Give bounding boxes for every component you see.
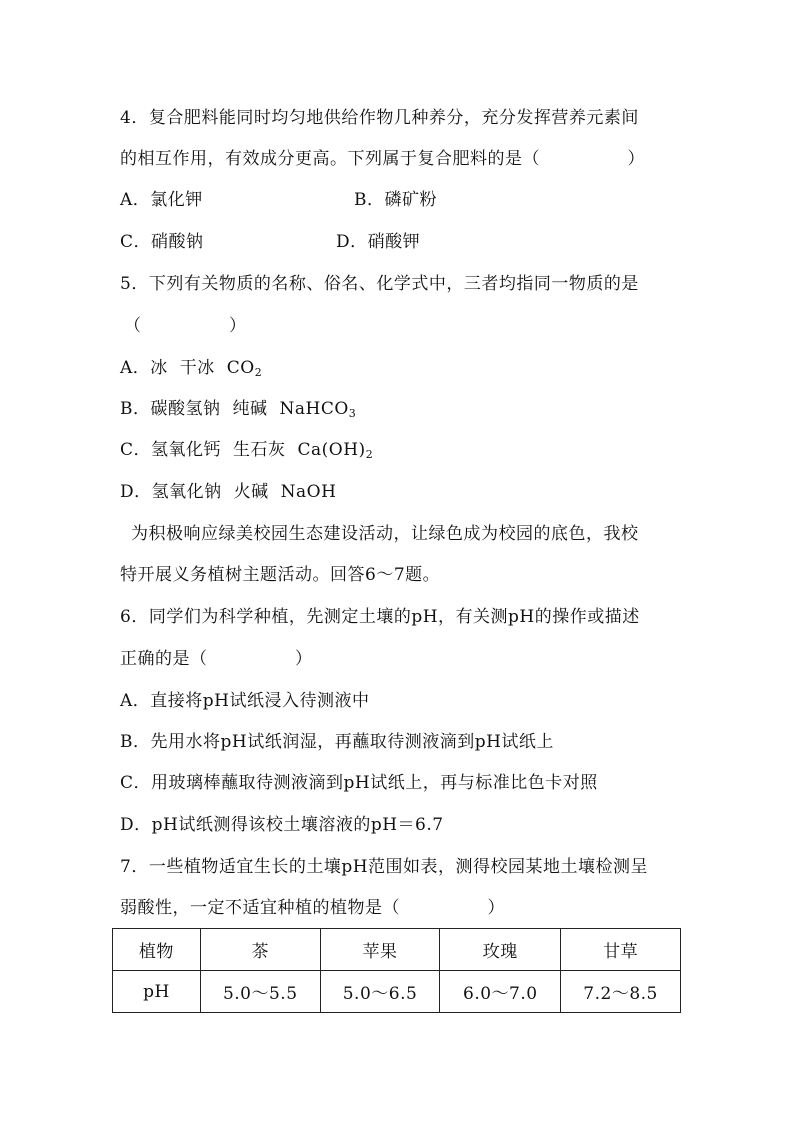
q7-stem-line2: 弱酸性，一定不适宜种植的植物是（ ） [120, 898, 505, 918]
q5-option-b-common: 纯碱 [232, 399, 268, 419]
q5-option-d-name: D．氢氧化钠 [120, 482, 222, 502]
q6-option-b: B．先用水将pH试纸润湿，再蘸取待测液滴到pH试纸上 [120, 732, 554, 752]
q5-option-a [120, 356, 262, 380]
q6-option-d: D．pH试纸测得该校土壤溶液的pH＝6.7 [120, 815, 444, 835]
table-header-row [113, 929, 681, 971]
table-cell: 7.2～8.5 [561, 971, 681, 1013]
q5-option-c [120, 438, 373, 462]
q5-option-c-name: C．氢氧化钙 [120, 440, 222, 460]
q6-stem-line2: 正确的是（ ） [120, 649, 313, 669]
table-header-cell: 植物 [113, 929, 201, 971]
q5-option-b-formula-sub: 3 [348, 407, 357, 420]
q6-option-a: A．直接将pH试纸浸入待测液中 [120, 691, 370, 711]
table-cell: 5.0～5.5 [200, 971, 320, 1013]
table-header-cell: 玫瑰 [440, 929, 561, 971]
table-header-cell: 茶 [200, 929, 320, 971]
q5-option-b [120, 397, 356, 421]
table-header-cell: 甘草 [561, 929, 681, 971]
q5-option-a-name: A．冰 [120, 358, 168, 378]
q5-option-d [120, 480, 336, 504]
q6-option-c: C．用玻璃棒蘸取待测液滴到pH试纸上，再与标准比色卡对照 [120, 773, 598, 793]
q4-option-a: A．氯化钾 [120, 190, 203, 210]
q5-option-b-formula: NaHCO [279, 399, 349, 419]
q5-option-a-formula-sub: 2 [254, 366, 263, 379]
q5-option-c-formula-sub: 2 [365, 448, 374, 461]
ph-range-table [112, 928, 681, 1013]
q5-option-a-common: 干冰 [179, 358, 215, 378]
q5-option-c-formula: Ca(OH) [297, 440, 366, 460]
q5-option-c-common: 生石灰 [233, 440, 286, 460]
q5-option-d-formula: NaOH [280, 482, 337, 502]
intro-line1: 为积极响应绿美校园生态建设活动，让绿色成为校园的底色，我校 [131, 524, 639, 544]
q5-stem-line1: 5．下列有关物质的名称、俗名、化学式中，三者均指同一物质的是 [120, 274, 639, 294]
table-header-cell: 苹果 [320, 929, 440, 971]
q5-stem-line2: （ ） [124, 316, 247, 336]
intro-line2: 特开展义务植树主题活动。回答6～7题。 [120, 565, 441, 585]
table-cell: pH [113, 971, 201, 1013]
q6-stem-line1: 6．同学们为科学种植，先测定土壤的pH，有关测pH的操作或描述 [120, 607, 640, 627]
q5-option-d-common: 火碱 [233, 482, 269, 502]
q4-option-b: B．磷矿粉 [354, 190, 437, 210]
q4-stem-line2: 的相互作用，有效成分更高。下列属于复合肥料的是（ ） [120, 149, 645, 169]
q4-option-d: D．硝酸钾 [336, 232, 421, 252]
table-cell: 6.0～7.0 [440, 971, 561, 1013]
q5-option-a-formula: CO [226, 358, 255, 378]
q4-stem-line1: 4．复合肥料能同时均匀地供给作物几种养分，充分发挥营养元素间 [120, 108, 639, 128]
q7-stem-line1: 7．一些植物适宜生长的土壤pH范围如表，测得校园某地土壤检测呈 [120, 857, 649, 877]
q5-option-b-name: B．碳酸氢钠 [120, 399, 221, 419]
q4-option-c: C．硝酸钠 [120, 232, 204, 252]
table-cell: 5.0～6.5 [320, 971, 440, 1013]
table-row [113, 971, 681, 1013]
